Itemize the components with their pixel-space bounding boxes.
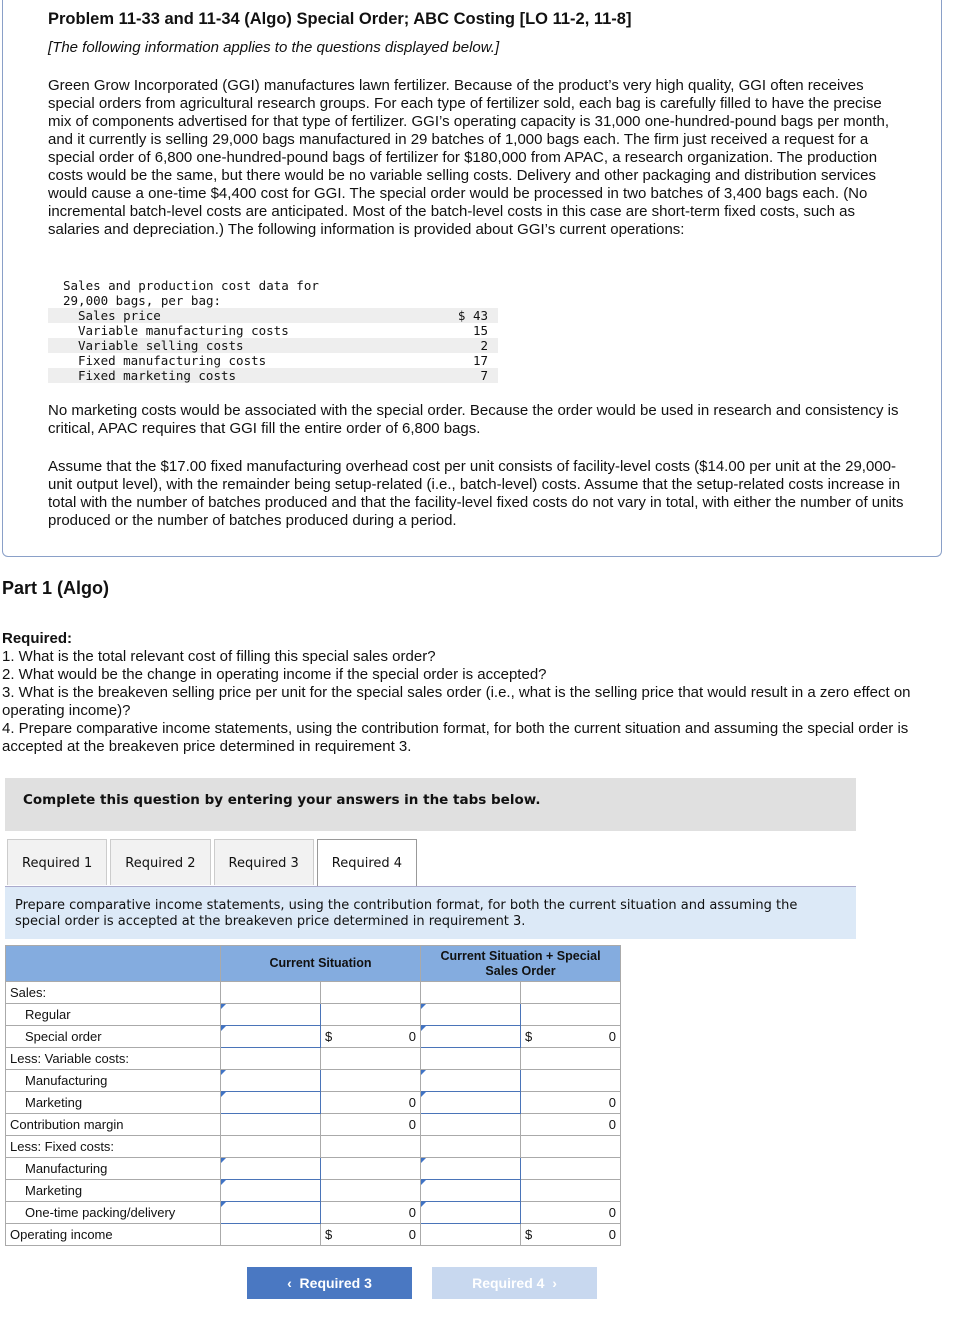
header-blank — [6, 946, 221, 982]
dollar-sign: $ — [325, 1029, 333, 1044]
cur-amount-input[interactable] — [221, 1202, 321, 1224]
row-label: Operating income — [6, 1224, 221, 1246]
problem-title: Problem 11-33 and 11-34 (Algo) Special Order; ABC Costing [LO 11-2, 11-8] — [48, 10, 632, 28]
table-row — [6, 1180, 621, 1202]
cur-amount-input[interactable] — [221, 1070, 321, 1092]
spec-value-cell — [521, 1202, 621, 1224]
cur-value-cell — [321, 982, 421, 1004]
cur-value-cell — [321, 1004, 421, 1026]
cur-amount-input[interactable] — [221, 1180, 321, 1202]
row-label: Less: Fixed costs: — [6, 1136, 221, 1158]
spec-value-cell — [521, 1180, 621, 1202]
cur-empty-cell — [221, 982, 321, 1004]
spec-amount-input[interactable] — [421, 1004, 521, 1026]
cost-row — [48, 323, 498, 338]
spec-amount-input[interactable] — [421, 1180, 521, 1202]
cost-value: 7 — [480, 368, 488, 383]
cost-row — [48, 308, 498, 323]
row-label: Less: Variable costs: — [6, 1048, 221, 1070]
spec-value-cell — [521, 1136, 621, 1158]
next-label: Required 4 — [472, 1275, 545, 1291]
cost-value: $ 43 — [457, 308, 488, 323]
spec-value-cell — [521, 1092, 621, 1114]
spec-value-cell — [521, 1026, 621, 1048]
row-label: Marketing — [6, 1092, 221, 1114]
problem-panel — [2, 0, 942, 557]
cur-value-cell — [321, 1136, 421, 1158]
header-special: Current Situation + Special Sales Order — [421, 946, 621, 982]
computed-value: 0 — [408, 1029, 416, 1044]
cur-value-cell — [321, 1092, 421, 1114]
required-item: 1. What is the total relevant cost of filling this special sales order? — [2, 648, 436, 665]
row-label: Manufacturing — [6, 1158, 221, 1180]
spec-value-cell — [521, 1158, 621, 1180]
computed-value: 0 — [408, 1227, 416, 1242]
problem-subtitle: [The following information applies to the questions displayed below.] — [48, 39, 500, 56]
cur-empty-cell — [221, 1224, 321, 1246]
cost-row — [48, 338, 498, 353]
row-label: Marketing — [6, 1180, 221, 1202]
cost-table — [48, 308, 498, 383]
spec-amount-input[interactable] — [421, 1092, 521, 1114]
row-label: One-time packing/delivery — [6, 1202, 221, 1224]
cur-value-cell — [321, 1224, 421, 1246]
row-label: Regular — [6, 1004, 221, 1026]
spec-empty-cell — [421, 1048, 521, 1070]
spec-empty-cell — [421, 1224, 521, 1246]
computed-value: 0 — [608, 1029, 616, 1044]
table-row — [6, 1004, 621, 1026]
cur-value-cell — [321, 1180, 421, 1202]
problem-paragraph: Green Grow Incorporated (GGI) manufactures lawn fertilizer. Because of the product’s very high quality, GGI often receives special orders from agricultural research groups. For each type of fertilizer sold, each bag is carefully filled to have the precise mix of components advertised for that type of fertilizer. GGI’s operating capacity is 31,000 one-hundred-pound bags per month, and it currently is selling 29,000 bags manufactured in 29 batches of 1,000 bags each. The firm just received a request for a special order of 6,800 one-hundred-pound bags of fertilizer for $180,000 from APAC, a research organization. The production costs would be the same, but there would be no variable selling costs. Delivery and other packaging and distribution services would cause a one-time $4,400 cost for GGI. The special order would be processed in two batches of 3,400 bags each. (No incremental batch-level costs are anticipated. Most of the batch-level costs in this case are short-term fixed costs, such as salaries and depreciation.) The following information is provided about GGI’s current operations: — [48, 77, 890, 238]
computed-value: 0 — [608, 1095, 616, 1110]
cur-amount-input[interactable] — [221, 1004, 321, 1026]
computed-value: 0 — [608, 1227, 616, 1242]
part-heading: Part 1 (Algo) — [2, 578, 110, 598]
table-row — [6, 1026, 621, 1048]
spec-amount-input[interactable] — [421, 1158, 521, 1180]
table-row — [6, 1224, 621, 1246]
required-item: 4. Prepare comparative income statements, using the contribution format, for both the current situation and assuming the special order is accepted at the breakeven price determined in requirement 3. — [2, 720, 909, 755]
cost-label: Variable selling costs — [78, 338, 244, 353]
cur-value-cell — [321, 1048, 421, 1070]
cost-label: Fixed marketing costs — [78, 368, 237, 383]
tab-required-1[interactable]: Required 1 — [7, 839, 107, 885]
chevron-right-icon: › — [544, 1275, 557, 1291]
tab-required-2[interactable]: Required 2 — [110, 839, 210, 885]
next-button[interactable] — [432, 1267, 597, 1299]
cost-value: 17 — [472, 353, 488, 368]
required-heading: Required: — [2, 630, 73, 647]
cost-label: Sales price — [78, 308, 161, 323]
cur-value-cell — [321, 1158, 421, 1180]
dollar-sign: $ — [525, 1227, 533, 1242]
tab-instruction: Prepare comparative income statements, using the contribution format, for both the current situation and assuming the special order is accepted at the breakeven price determined in requirement 3. — [5, 886, 856, 939]
cur-empty-cell — [221, 1136, 321, 1158]
dollar-sign: $ — [325, 1227, 333, 1242]
tab-required-4[interactable]: Required 4 — [317, 839, 417, 887]
required-item: 3. What is the breakeven selling price per unit for the special sales order (i.e., what is the selling price that would result in a zero effect on operating income)? — [2, 684, 911, 719]
table-row — [6, 1158, 621, 1180]
prev-button[interactable] — [247, 1267, 412, 1299]
prev-label: Required 3 — [299, 1275, 372, 1291]
cost-heading: Sales and production cost data for 29,000 bags, per bag: — [63, 278, 319, 308]
spec-value-cell — [521, 1224, 621, 1246]
row-label: Special order — [6, 1026, 221, 1048]
cur-value-cell — [321, 1114, 421, 1136]
spec-empty-cell — [421, 982, 521, 1004]
computed-value: 0 — [408, 1205, 416, 1220]
income-statement-table — [5, 945, 621, 1246]
spec-amount-input[interactable] — [421, 1202, 521, 1224]
cost-row — [48, 368, 498, 383]
table-row — [6, 982, 621, 1004]
spec-amount-input[interactable] — [421, 1070, 521, 1092]
cost-value: 2 — [480, 338, 488, 353]
cur-amount-input[interactable] — [221, 1092, 321, 1114]
spec-amount-input[interactable] — [421, 1026, 521, 1048]
table-row — [6, 1048, 621, 1070]
row-label: Contribution margin — [6, 1114, 221, 1136]
problem-paragraph-2: No marketing costs would be associated with the special order. Because the order would be used in research and consistency is critical, APAC requires that GGI fill the entire order of 6,800 bags. — [48, 402, 899, 437]
cost-label: Fixed manufacturing costs — [78, 353, 267, 368]
spec-value-cell — [521, 1070, 621, 1092]
row-label: Sales: — [6, 982, 221, 1004]
cur-amount-input[interactable] — [221, 1158, 321, 1180]
cur-value-cell — [321, 1202, 421, 1224]
dollar-sign: $ — [525, 1029, 533, 1044]
cost-label: Variable manufacturing costs — [78, 323, 289, 338]
instruction-banner: Complete this question by entering your answers in the tabs below. — [5, 778, 856, 831]
cur-amount-input[interactable] — [221, 1026, 321, 1048]
cost-value: 15 — [472, 323, 488, 338]
computed-value: 0 — [408, 1095, 416, 1110]
table-row — [6, 1092, 621, 1114]
tab-bar — [7, 839, 417, 887]
spec-empty-cell — [421, 1136, 521, 1158]
cost-row — [48, 353, 498, 368]
row-label: Manufacturing — [6, 1070, 221, 1092]
computed-value: 0 — [608, 1117, 616, 1132]
computed-value: 0 — [408, 1117, 416, 1132]
cur-value-cell — [321, 1026, 421, 1048]
header-current: Current Situation — [221, 946, 421, 982]
table-row — [6, 1114, 621, 1136]
spec-value-cell — [521, 982, 621, 1004]
spec-value-cell — [521, 1114, 621, 1136]
computed-value: 0 — [608, 1205, 616, 1220]
cur-empty-cell — [221, 1114, 321, 1136]
tab-required-3[interactable]: Required 3 — [214, 839, 314, 885]
table-row — [6, 1136, 621, 1158]
required-item: 2. What would be the change in operating income if the special order is accepted? — [2, 666, 547, 683]
table-row — [6, 1202, 621, 1224]
spec-value-cell — [521, 1004, 621, 1026]
spec-empty-cell — [421, 1114, 521, 1136]
required-list — [2, 630, 952, 756]
cur-value-cell — [321, 1070, 421, 1092]
spec-value-cell — [521, 1048, 621, 1070]
table-row — [6, 1070, 621, 1092]
cur-empty-cell — [221, 1048, 321, 1070]
problem-paragraph-3: Assume that the $17.00 fixed manufacturing overhead cost per unit consists of facility-level costs ($14.00 per unit at the 29,000-unit output level), with the remainder being setup-related (i.e., batch-level) costs. Assume that the setup-related costs increase in total with the number of batches produced and that the facility-level fixed costs do not vary in total, with either the number of units produced or the number of batches produced during a period. — [48, 458, 904, 529]
chevron-left-icon: ‹ — [287, 1275, 300, 1291]
